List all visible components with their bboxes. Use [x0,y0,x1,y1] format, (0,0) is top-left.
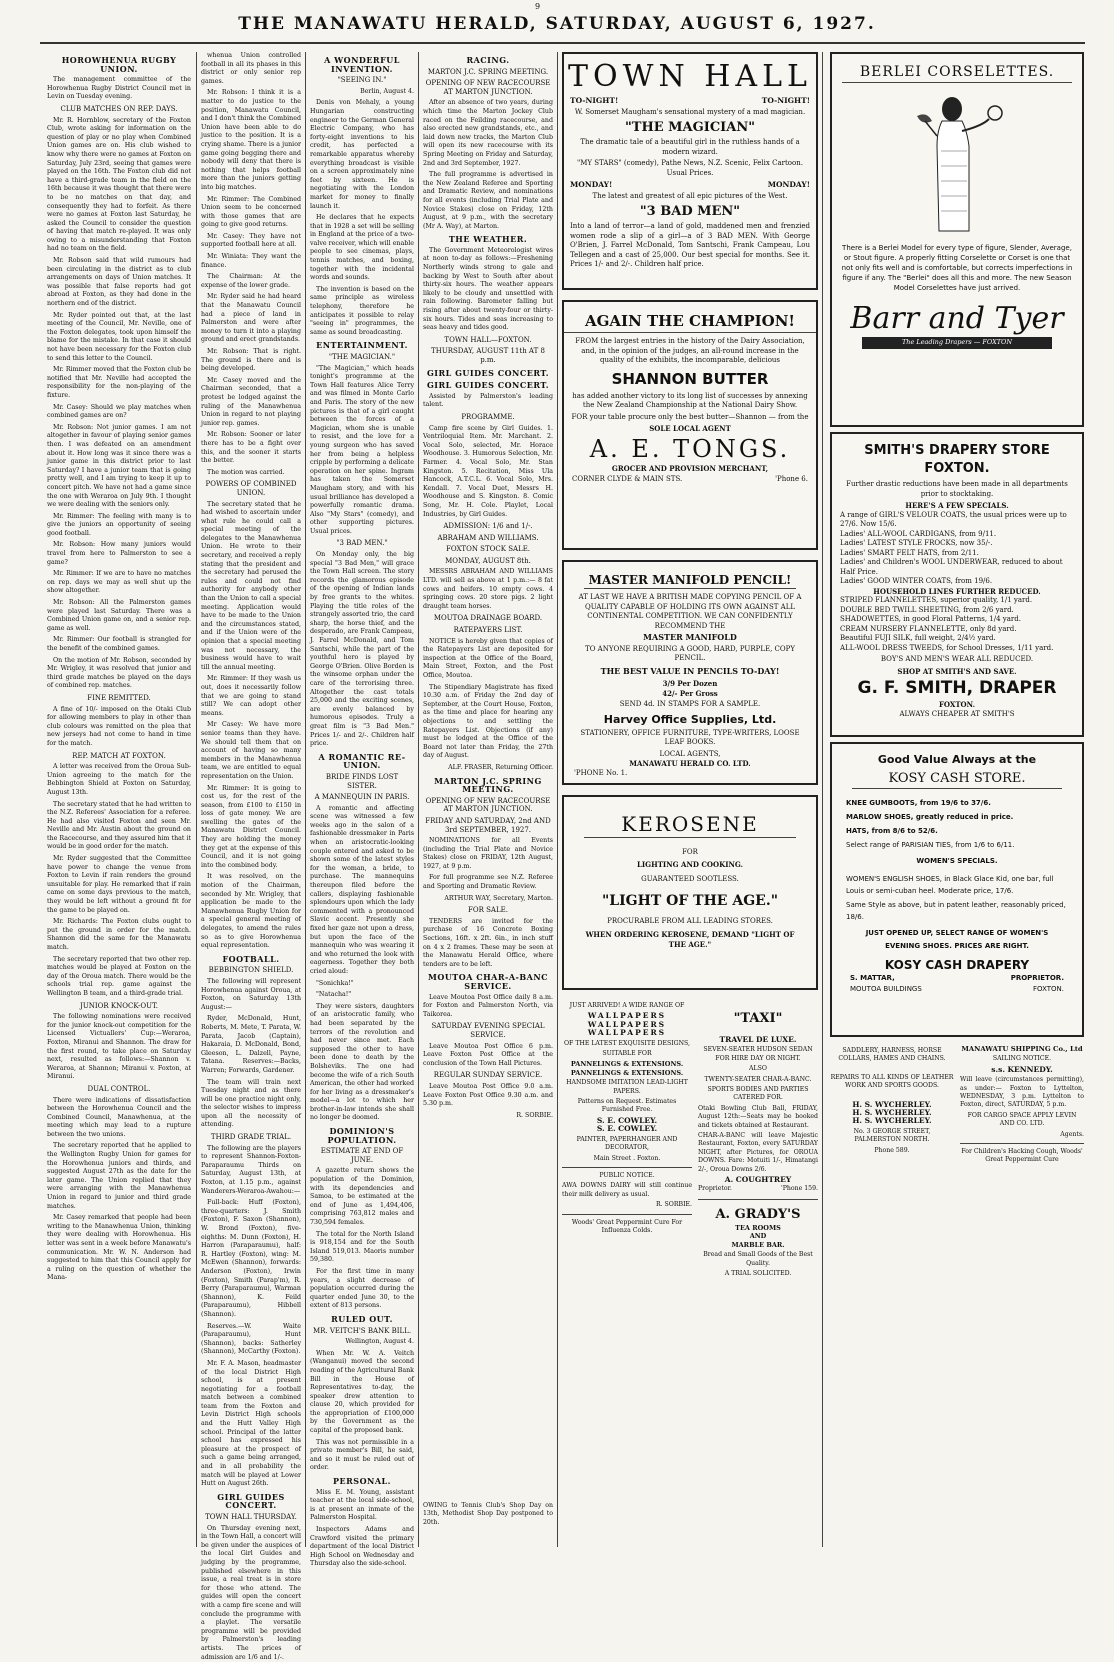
ad-text: SEVEN-SEATER HUDSON SEDAN FOR HIRE DAY OR NIGHT. [703,1046,813,1062]
subheading: REP. MATCH AT FOXTON. [72,751,166,760]
paragraph: The following are the players to represent Shannon-Foxton-Paraparaumu Thirds on Saturday, August 13th, at Foxton, at 1.15 p.m., against Wanderers-Weraroa-Awahou:— [201,1144,301,1195]
ad-text: There is a Berlei Model for every type of figure, Slender, Average, or Stout figure. A properly fitting Corselette or Corset is one that not only fits well and is comfortable, but corrects imperfections in figure if any. The "Berlei" does all this and more. The new Season Model Corselettes have just arrived. [841,244,1073,292]
paragraph: Mr. F. A. Mason, headmaster of the local District High school, is at present negotiating for a football match between a combined team from the Foxton and Levin District High schools and the Hutt Valley High school. Principal of the latter school has expressed his pleasure at the prospect of such a game being arranged, and in all probability the match will be played at Lower Hutt on August 26th. [201,1359,301,1488]
list-item: Ladies' LATEST STYLE FROCKS, now 35/-. [840,539,993,547]
paragraph: The team will train next Tuesday night and as there will be one practice night only, the selector wishes to impress upon all the necessity of attending. [201,1078,301,1129]
paragraph: "The Magician," which heads tonight's programme at the Town Hall features Alice Terry and was filmed in Monte Carlo and Paris. The story of the new pictures is that of a girl caught between the forces of a Magician, whom she is unable to resist, and the love for a young surgeon who has saved her from being a helpless cripple by performing a delicate operation on her spine. Ingram has taken the Somerset Maugham story, and with his usual brilliance has developed a powerfully romantic drama. Also "My Stars" (comedy), and other supporting pictures. Usual prices. [310,364,414,535]
paragraph: The total for the North Island is 918,154 and for the South Island 519,013. Maoris number 59,380. [310,1230,414,1264]
ad-kosy-cash-store [830,742,1084,1037]
paragraph: Mr. Casey moved and the Chairman seconded, that a protest be lodged against the ruling of the Manawhenua Union in regard to not playing junior rep. games. [201,376,301,427]
paragraph: The secretary reported that two other rep. matches would be played at Foxton on the day of the Oroua match. There would be the schools trial rep. game against the Wellington B team, and a third-grade trial. [47,955,191,997]
subheading: POWERS OF COMBINED UNION. [205,480,297,497]
column-news [310,52,415,1568]
ad-text: PUBLIC NOTICE. [599,1171,655,1179]
ad-text: SOLE LOCAL AGENT [649,424,731,433]
list-item: ALL-WOOL DRESS TWEEDS, for School Dresses, 1/11 yard. [840,643,1054,652]
ad-text: WOMEN'S ENGLISH SHOES, in Black Glace Kid, one bar, full Louis or semi-cuban heel. Moderate price, 17/6. [846,874,1054,895]
paragraph: The management committee of the Horowhenua Rugby District Council met in Levin on Tuesday evening. [47,76,191,101]
ad-wallpapers [562,1000,692,1470]
paragraph: Mr. Ryder pointed out that, at the last meeting of the Council, Mr. Neville, one of the Foxton delegates, took upon himself the blame for the mistake. In that case it should not have been necessary for the Foxton club to send this letter to the Council. [47,311,191,362]
ad-name: H. S. WYCHERLEY. [852,1116,932,1126]
ad-text: SHOP AT SMITH'S AND SAVE. [897,666,1017,676]
ad-text: "MY STARS" (comedy), Pathe News, N.Z. Scenic, Felix Cartoon. Usual Prices. [577,159,803,177]
paragraph: ALF. FRASER, Returning Officer. [448,763,553,771]
paragraph: Mr. Robson: I think it is a matter to do justice to the position, Manawatu Council, and I don't think the Combined Union have been able to do justice to the position. It is a crying shame. There is a junior game going begging there and nobody will deny that there is nothing that helps football more than the juniors getting into big matches. [201,89,301,191]
ad-text: AT LAST WE HAVE A BRITISH MADE COPYING PENCIL OF A QUALITY CAPABLE OF HOLDING ITS OWN AGAINST ALL CONTINENTAL COMPETITION. WE CAN CONFIDENTLY RECOMMEND THE [578,593,802,630]
ad-text: MARBLE BAR. [731,1240,785,1249]
subheading: MR. VEITCH'S BANK BILL. [312,1326,412,1335]
ad-text: CORNER CLYDE & MAIN STS. [572,475,683,483]
ad-text: GUARANTEED SOOTLESS. [641,875,739,883]
ad-product: SHANNON BUTTER [611,369,769,388]
paragraph: Ryder, McDonald, Hunt, Roberts, M. Mete, T. Parata, W. Parata, Jacob (Captain), Hakaraia, D. McDonald, Bond, Gleeson, L. Dalzell, Payne, Tatana. Reserves:—Backs, Warren; Forwards, Gardener. [201,1015,301,1074]
ad-name: S. E. COWLEY. [596,1115,658,1125]
paragraph: Mr. R. Hornblow, secretary of the Foxton Club, wrote asking for information on the question of play or no play when Combined Union games are on. His club wished to know why there were no games at Foxton on Saturday, July 23rd, seeing that games were played on the 16th. The Foxton club did not have a third-grade team in the field on the 16th because it was thought that there were to be no matches on that day, and consequently they had to forfeit. As there were no games at Foxton last Saturday, he asked the Council to consider the question of having that match re-played. It was only owing to a misunderstanding that Foxton had no team on the field. [47,116,191,253]
heading: DOMINION'S POPULATION. [327,1126,397,1145]
ad-text: MOUTOA BUILDINGS [850,985,922,993]
paragraph: whenua Union controlled football in all its phases in this district or only senior rep games. [201,52,301,85]
heading: A ROMANTIC RE-UNION. [318,751,406,771]
subheading: FRIDAY AND SATURDAY, 2nd AND 3rd SEPTEMBER, 1927. [425,816,551,834]
subheading: PROGRAMME. [461,412,515,421]
ad-text: Patterns on Request. Estimates Furnished Free. [577,1098,677,1114]
page-number: 9 [535,2,541,11]
paragraph: It was resolved, on the motion of the Chairman, seconded by Mr. Wrigley, that application be made to the Manawhenua Rugby Union for a special general meeting of delegates, to amend the rules so as to give Horowhenua equal representation. [201,873,301,950]
paragraph: The invention is based on the same principle as wireless telephony, therefore he anticipates it possible to relay "seeing in" programmes, the same as sound broadcasting. [310,285,414,336]
paragraph: A gazette return shows the population of the Dominion, with its dependencies and Samoa, to be estimated at the end of June as 1,494,406, comprising 763,812 males and 730,594 females. [310,1167,414,1226]
subheading: BEBBINGTON SHIELD. [208,966,294,975]
paragraph: When Mr. W. A. Veitch (Wanganui) moved the second reading of the Agricultural Bank Bill in the House of Representatives to-day, the speaker drew attention to clause 20, which provided for the appropriation of £100,000 by the Government as the capital of the proposed bank. [310,1349,414,1435]
ad-feature: "3 BAD MEN" [639,204,741,219]
paragraph: Mr. Rimmer: The feeling with many is to give the juniors an opportunity of seeing good football. [47,512,191,537]
heading: PERSONAL. [333,1476,391,1487]
ad-text: FOR your table procure only the best butter—Shannon — from the [571,412,809,421]
ad-text: BOY'S AND MEN'S WEAR ALL REDUCED. [880,655,1034,663]
ad-text: FOXTON. [1032,985,1064,993]
ad-text: Into a land of terror—a land of gold, maddened men and frenzied women rode a slip of a girl—a of 3 BAD MEN. With George O'Brien, J. Farrel McDonald, Tom Santschi, Frank Campeau, Lou Tellegen and a cast of 25,000. Our best special for months. See it. Prices 1/- and 2/-. Children half price. [570,222,810,268]
ad-text: TWENTY-SEATER CHAR-A-BANC. [704,1075,812,1083]
ad-text: EVENING SHOES. PRICES ARE RIGHT. [885,942,1029,950]
ad-title: SMITH'S DRAPERY STORE [864,443,1050,458]
paragraph: The secretary stated that he had written to the N.Z. Referees' Association for a referee. He had also visited Foxton and seen Mr. Neville and Mr. Austin about the ground on the Racecourse, and they assured him that it would be in good order for the match. [47,800,191,851]
article-rugby-union [47,52,191,1547]
ad-title: BERLEI CORSELETTES. [842,62,1072,83]
ad-title: MASTER MANIFOLD PENCIL! [584,572,796,589]
ad-title: A. GRADY'S [715,1206,801,1222]
ad-text: W. Somerset Maugham's sensational mystery of a mad magician. [574,107,806,116]
heading: HOROWHENUA RUGBY UNION. [61,55,177,74]
subheading: BRIDE FINDS LOST SISTER. [325,772,399,790]
paragraph: Mr. Casey remarked that people had been writing to the Manawhenua Union, thinking they were dealing with Horowhenua. His letter was sent in a week before Manawatu's communication. Mr. W. N. Anderson had suggested to him that this Council apply for a ruling on the question of whether the Mana- [47,1214,191,1282]
ad-text: WHEN ORDERING KEROSENE, DEMAND "LIGHT OF THE AGE." [585,930,795,949]
ad-title: TOWN HALL [568,59,812,94]
ad-title: KOSY CASH STORE. [852,770,1062,789]
paragraph: Mr. Ryder suggested that the Committee have power to change the venue from Foxton to Levin if rain renders the ground unsuitable for play. He remarked that if rain came on some days previous to the match, they would be left without a ground fit for the game to be played on. [47,855,191,914]
ad-text: FROM the largest entries in the history of the Dairy Association, and, in the opinion of the judges, an all-round increase in the quality of the exhibits, the incomparable, delicious [575,337,805,364]
paragraph: On Monday only, the big special "3 Bad Men," will grace the Town Hall screen. The story records the glamorous episode of the opening of Indian lands by free grants to the whites. Playing the title roles of the strangely assorted trio, the card sharp, the horse thief, and the desperado, are Frank Campeau, J. Farrel McDonald, and Tom Santschi, while the part of the youthful hero is played by George O'Brien. Olive Borden is the winsome orphan under the care of the terrorising three. Altogether the cast totals 25,000 and the exciting scenes, are evenly balanced by humorous episodes. Truly a great film is "3 Bad Men." Prices 1/- and 2/-. Children half price. [310,551,414,748]
ad-text: Proprietor. [698,1184,732,1192]
ad-text: SADDLERY, HARNESS, HORSE COLLARS, HAMES AND CHAINS. [838,1047,946,1063]
ad-text: has added another victory to its long list of successes by annexing the New Zealand Championship at the National Dairy Show. [572,391,808,409]
ad-text: Agents. [1060,1130,1084,1138]
ad-text: 'Phone 159. [781,1184,818,1192]
ad-text: 'Phone 6. [775,475,808,483]
ad-text: Otaki Bowling Club Ball, FRIDAY, August 12th:—Seats may be booked and tickets obtained at Restaurant. [698,1104,818,1129]
column-rule [305,52,306,1547]
paragraph: For full programme see N.Z. Referee and Sporting and Dramatic Review. [423,874,553,891]
heading: GIRL GUIDES CONCERT. [426,367,550,378]
ad-text: STATIONERY, OFFICE FURNITURE, TYPE-WRITERS, LOOSE LEAF BOOKS. [580,728,800,746]
paragraph: Mr. Robson: Not junior games. I am not altogether in favour of playing senior games then. I was defeated on an amendment about it. How long was it since there was a junior game in this district prior to last Saturday? I have a junior team that is going pretty well, and I am trying to keep it up to concert pitch. We have not had a game since the one with Weraroa on July 9th. I thought we were dealing with the seniors only. [47,423,191,509]
ad-text: SUITABLE FOR [602,1050,652,1058]
paragraph: There were indications of dissatisfaction between the Horowhenua Council and the Combined Council, Manawhenua, at the meeting which may lead to a rupture between the two unions. [47,1096,191,1138]
ad-title: KEROSENE [584,811,796,838]
paragraph: NOMINATIONS for all Events (including the Trial Plate and Novice Stakes) close on FRIDAY, 12th August, 1927, at 9 p.m. [423,837,553,870]
ad-text: MANAWATU HERALD CO. LTD. [629,759,751,768]
paragraph: He declares that he expects that in 1928 a set will be selling in England at the price of a two-valve receiver, which will enable people to see cinemas, plays, tennis matches, and boxing, together with the incidental words and sounds. [310,214,415,282]
barr-tyer-logo [842,301,1072,349]
subheading: OPENING OF NEW RACECOURSE AT MARTON JUNCTION. [425,796,551,814]
subheading: SATURDAY EVENING SPECIAL SERVICE. [431,1022,545,1039]
subheading: FOXTON STOCK SALE. [445,545,531,554]
column-racing-notices [423,52,553,1547]
paragraph: Mr. Casey: Should we play matches when combined games are on? [47,403,191,420]
ad-title: AGAIN THE CHAMPION! [564,310,816,333]
ad-text: S. MATTAR, [850,973,895,982]
subheading: ESTIMATE AT END OF JUNE. [320,1147,404,1164]
paragraph: ARTHUR WAY, Secretary, Marton. [444,894,553,902]
column-rule [822,52,823,1547]
masthead-rule [40,42,1085,44]
ad-text: PANNELINGS & EXTENSIONS. [570,1068,684,1077]
paragraph: The following nominations were received for the junior knock-out competition for the Licensed Victuallers' Cup:—Weraroa, Foxton, Miranui and Shannon. The draw for the first round, to take place on Saturday next, resulted as follows:—Shannon v. Weraroa, at Shannon; Miranui v. Foxton, at Miranui. [47,1013,191,1081]
column-rule [196,52,197,1547]
ad-text: FOR [682,848,698,856]
ad-product: MASTER MANIFOLD [643,632,737,642]
paragraph: A fine of 10/- imposed on the Otaki Club for allowing members to play in other than club colours was remitted on the plea that new jerseys had not come to hand in time for the match. [47,705,191,747]
ad-text: s.s. KENNEDY. [991,1064,1053,1074]
column-rule [557,52,558,1547]
subheading: TOWN HALL—FOXTON. [444,335,532,344]
ad-text: REPAIRS TO ALL KINDS OF LEATHER WORK AND SPORTS GOODS. [830,1073,954,1090]
paragraph: MESSRS ABRAHAM AND WILLIAMS LTD. will sell as above at 1 p.m.:— 8 fat cows and heifers. 10 empty cows. 4 springing cows. 20 store pigs. 2 light draught team horses. [423,568,553,610]
ad-shannon-butter [562,300,818,550]
ad-text: The dramatic tale of a beautiful girl in the ruthless hands of a modern wizard. [580,138,800,156]
paragraph: Mr. Rimmer: Our football is strangled for the benefit of the combined games. [47,636,191,652]
heading: RACING. [466,55,510,65]
ad-tag: TO-NIGHT! [761,96,810,105]
ad-text: HERE'S A FEW SPECIALS. [905,501,1009,510]
ad-tag: MONDAY! [570,180,613,189]
column-rule [418,52,419,1547]
ad-text: JUST OPENED UP, SELECT RANGE OF WOMEN'S [865,928,1049,937]
subheading: RATEPAYERS LIST. [453,626,523,635]
ad-text: A TRIAL SOLICITED. [724,1269,792,1277]
ad-text: OWING to Tennis Club's Shop Day on 13th, Methodist Shop Day postponed to 20th. [423,1502,553,1526]
ad-text: OF THE LATEST EXQUISITE DESIGNS, [563,1039,690,1047]
masthead-title: THE MANAWATU HERALD, SATURDAY, AUGUST 6, 1927. [238,14,876,34]
paragraph: Berlin, August 4. [360,87,414,95]
ad-town-hall [562,52,818,290]
paragraph: Mr. Winiata: They want the finance. [201,253,301,269]
paragraph: A romantic and affecting scene was witnessed a few weeks ago in the salon of a fashionable dressmaker in Paris when an aristocratic-looking couple entered and asked to be shown some of the latest styles for the woman, a bride, to purchase. The mannequins thereupon filed before the callers, displaying fashionable splendours upon which the lady commented with a pronounced Slavic accent. Presently she fixed her gaze not upon a dress, but upon the face of the mannequin who was wearing it and who returned the look with eagerness. Together they both cried aloud: [310,804,414,975]
subheading: MONDAY, AUGUST 8th. [445,556,531,565]
paragraph: After an absence of two years, during which time the Marton Jockey Club raced on the Feilding racecourse, and also erected new grandstands, etc., and laid down new tracks, the Marton Club will open its new racecourse with its Spring Meeting on Friday and Saturday, 2nd and 3rd September, 1927. [423,99,553,167]
ad-title: MANAWATU SHIPPING Co., Ltd [961,1045,1083,1053]
paragraph: For the first time in many years, a slight decrease of population occurred during the quarter ended June 30, to the extent of 813 persons. [310,1267,414,1310]
ad-tag: TO-NIGHT! [570,96,619,105]
ad-text: WALLPAPERS [587,1011,667,1021]
list-item: Beautiful FUJI SILK, full weight, 2/4½ yard. [840,634,996,642]
paragraph: Mr. Robson: That is right. The ground is there and is being developed. [201,348,301,373]
ad-berlei [830,52,1084,427]
ad-text: SAILING NOTICE. [992,1055,1052,1063]
paragraph: Wellington, August 4. [345,1338,414,1346]
ad-text: SEND 4d. IN STAMPS FOR A SAMPLE. [619,700,761,708]
ad-master-manifold [562,560,818,785]
paragraph: Mr. Rimmer: It is going to cost us, for the rest of the season, from £100 to £150 in loss of gate money. We are swelling the gates of the Manawatu District Council. They are holding the money they get at the expense of this Council, and it is not going into the combined body. [201,784,301,869]
ad-text: TEA ROOMS [735,1223,781,1232]
paragraph: Mr. Rimmer: The Combined Union seem to be concerned with those games that are going to give good returns. [201,195,301,229]
ad-text: TO ANYONE REQUIRING A GOOD, HARD, PURPLE, COPY PENCIL. [585,644,795,662]
subheading: A MANNEQUIN IN PARIS. [314,793,410,802]
ad-text: AWA DOWNS DAIRY will still continue their milk delivery as usual. [562,1182,692,1198]
heading: GIRL GUIDES CONCERT. [426,380,550,391]
ad-text: Main Street . Foxton. [593,1154,661,1162]
list-item: Ladies' and Children's WOOL UNDERWEAR, reduced to about Half Price. [840,558,1063,576]
paragraph: Leave Moutoa Post Office daily 8 a.m. for Foxton and Palmerston North, via Taikorea. [423,993,553,1018]
paragraph: Mr. Rimmer: If they wash us out, does it necessarily follow that we are going to stand still? We can adopt other means. [201,675,301,717]
ad-text: ALSO [749,1065,767,1073]
list-item: CREAM NURSERY FLANNELETTE, only 8d yard. [840,624,1017,633]
logo-subtitle: The Leading Drapers — FOXTON [862,337,1052,349]
paragraph: The secretary stated that he had wished to ascertain under what rule he could call a special meeting of the delegates to the Manawhenua Union. He wrote to their secretary, and received a reply stating that the president and the secretary had perused the rules and could not find authority for anybody other than the Union to call a special meeting. Application would have to be made to the Union and the circumstances stated, and if the Union were of the opinion that a special meeting was not necessary, the business would have to wait till the annual meeting. [201,500,301,671]
ad-text: ALWAYS CHEAPER AT SMITH'S [899,709,1015,718]
heading: MOUTOA CHAR-A-BANC SERVICE. [428,972,548,991]
paragraph: The following will represent Horowhenua against Oroua, at Foxton, on Saturday 13th August:— [201,977,301,1011]
paragraph: "Natacha!" [316,991,352,999]
paragraph: Inspectors Adams and Crawford visited the primary department of the local District High School on Wednesday and Thursday also the side-school. [310,1526,414,1568]
ad-text: HOUSEHOLD LINES FURTHER REDUCED. [873,586,1041,596]
ad-text: No. 3 GEORGE STREET, PALMERSTON NORTH. [853,1127,931,1144]
ad-title: FOXTON. [924,461,990,476]
subheading: THURSDAY, AUGUST 11th AT 8 p.m. [431,347,545,364]
paragraph: "Sonichka!" [316,979,354,987]
paragraph: Mr. Robson: All the Palmerston games were played last Saturday. There was a Combined Union game on, and a senior rep. game as well. [47,599,191,632]
ad-slogan: "LIGHT OF THE AGE." [601,892,779,909]
paragraph: Assisted by Palmerston's leading talent. [423,392,553,409]
ad-text: PROPRIETOR. [1010,973,1064,982]
ad-text: WALLPAPERS [587,1019,667,1029]
paragraph: Leave Moutoa Post Office 9.0 a.m. Leave Foxton Post Office 9.30 a.m. and 5.30 p.m. [423,1082,553,1108]
paragraph: A letter was received from the Oroua Sub-Union agreeing to the match for the Bebbington Shield at Foxton on Saturday, August 13th. [47,763,191,796]
paragraph: Mr. Rimmer moved that the Foxton club be notified that Mr. Neville had accepted the responsibility for the non-playing of the fixture. [47,366,191,399]
logo-text: Barr and Tyer [850,301,1064,336]
paragraph: Miss E. M. Young, assistant teacher at the local side-school, is at present an inmate of the Palmerston Hospital. [310,1488,414,1522]
ad-shipping [960,1045,1084,1475]
list-item: STRIPED FLANNELETTES, superior quality, 1/1 yard. [840,596,1033,604]
ad-text: Further drastic reductions have been made in all departments prior to stocktaking. [846,480,1068,498]
ad-firm: Harvey Office Supplies, Ltd. [603,712,777,726]
paragraph: NOTICE is hereby given that copies of the Ratepayers List are deposited for inspection at the Office of the Board, Main Street, Foxton, and the Post Office, Moutoa. [423,637,553,679]
subheading: JUNIOR KNOCK-OUT. [80,1001,158,1010]
ad-text: Woods' Great Peppermint Cure For Influenza Colds. [571,1218,683,1234]
paragraph: TENDERS are invited for the purchase of 16 Concrete Boxing Sections, 16ft. x 2ft. 6in., in inch stuff on 4 x 2 frames. These may be seen at the Manawatu Herald Office, where tenders are to be left. [423,917,553,968]
subheading: "SEEING IN." [337,76,387,85]
ad-text: FOXTON. [938,700,976,709]
subheading: DUAL CONTROL. [87,1084,151,1093]
subheading: FINE REMITTED. [87,693,151,702]
paragraph: The motion was carried. [207,468,285,476]
ad-text: MARLOW SHOES, greatly reduced in price. [846,813,1014,821]
ad-text: R. SORBIE. [655,1201,692,1209]
paragraph: Mr. Robson: How many juniors would travel from here to Palmerston to see a game? [47,541,191,566]
ad-saddlery [830,1045,954,1475]
ad-title: "TAXI" [733,1011,783,1026]
ad-text: Select range of PARISIAN TIES, from 1/6 to 6/11. [846,841,1015,849]
paragraph: Camp fire scene by Girl Guides. 1. Ventriloquial Item. Mr. Marchant. 2. Vocal Solo, selected, Mr. Horace Woodhouse. 3. Humorous Selection, Mr. Farmer. 4. Vocal Solo, Mr. Stan Kingston. 5. Recitation, Miss Ula Hancock, A.T.C.L. 6. Vocal Solo, Mrs. Kendall. 7. Vocal Duet, Messrs H. Woodhouse and S. Kingston. 8. Comic Song, Mr. H. Cole. Playlet, Local Industries, by Girl Guides. [423,424,553,518]
ad-text: SPORTS BODIES AND PARTIES CATERED FOR. [707,1086,809,1102]
ad-text: WOMEN'S SPECIALS. [916,857,998,865]
ad-price: 3/9 Per Dozen [662,679,718,688]
ad-text: HATS, from 8/6 to 52/6. [846,827,938,835]
subheading: CLUB MATCHES ON REP. DAYS. [60,104,178,113]
heading: MARTON J.C. SPRING MEETING. [434,775,542,795]
paragraph: Mr. Robson: Sooner or later there has to be a fight over this, and the sooner it starts the better. [201,431,301,465]
paragraph: R. SORBIE. [516,1111,553,1119]
ad-text: THE BEST VALUE IN PENCILS TO-DAY! [600,665,780,676]
ad-name: A. E. TONGS. [589,434,791,463]
subheading: MARTON J.C. SPRING MEETING. [427,67,549,76]
ad-name: H. S. WYCHERLEY. [852,1099,932,1109]
paragraph: Mr. Rimmer: If we are to have no matches on rep. days we may as well shut up the show altogether. [47,570,191,595]
ad-price: 42/- Per Gross [662,688,718,698]
ad-taxi [698,1000,818,1470]
subheading: "THE MAGICIAN." [328,353,396,361]
heading: GIRL GUIDES CONCERT. [217,1491,285,1511]
ad-tag: MONDAY! [767,180,810,189]
subheading: ADMISSION: 1/6 and 1/-. [443,522,533,531]
subheading: THIRD GRADE TRIAL. [210,1133,292,1142]
ad-text: The latest and greatest of all epic pictures of the West. [592,191,788,200]
heading: FOOTBALL. [222,953,280,964]
ad-text: Same Style as above, but in patent leather, reasonably priced, 18/6. [846,900,1066,921]
paragraph: Mr. Robson said that wild rumours had been circulating in the district as to club arrangements on days of Union matches. It was possible that false reports had got abroad at Foxton, as they had done in the northern end of the district. [47,257,191,308]
ad-feature: "THE MAGICIAN" [625,120,755,135]
heading: A WONDERFUL INVENTION. [324,55,400,74]
article-rugby-continued [201,52,301,1661]
ad-title: Good Value Always at the [877,753,1037,766]
ad-smiths-drapery [830,432,1084,737]
ad-text: KNEE GUMBOOTS, from 19/6 to 37/6. [846,799,991,807]
paragraph: The Chairman: At the expense of the lower grade. [201,273,301,289]
paragraph: The full programme is advertised in the New Zealand Referee and Sporting and Dramatic Review, and nominations for all events (including Trial Plate and Novice Stakes) close on Friday, 12th August, at 9 p.m., with the secretary (Mr A. Way), at Marton. [423,171,553,230]
ad-text: PAINTER, PAPERHANGER AND DECORATOR, [576,1135,678,1152]
ad-name: S. E. COWLEY. [596,1124,658,1134]
list-item: Ladies' GOOD WINTER COATS, from 19/6. [840,577,993,585]
ad-text: FOR CARGO SPACE APPLY LEVIN AND CO. LTD. [967,1111,1077,1128]
list-item: SHADOWETTES, in good Floral Patterns, 1/4 yard. [840,615,1021,623]
ad-text: Bread and Small Goods of the Best Quality. [703,1251,813,1267]
paragraph: On Thursday evening next, in the Town Hall, a concert will be given under the auspices of the local Girl Guides and judging by the programme, published elsewhere in this issue, a real treat is in store for those who attend. The guides will open the concert with a camp fire scene and will conclude the programme with a playlet. The versatile programme will be provided by Palmerston's leading artists. The prices of admission are 1/6 and 1/-. [201,1524,301,1661]
ad-name: H. S. WYCHERLEY. [852,1108,932,1118]
paragraph: Mr Casey: We have more senior teams than they have. We should tell them that on account of having so many members in the Manawhenua team, we are entitled to equal representation on the Union. [201,721,301,780]
paragraph: Denis von Mehaly, a young Hungarian constructing engineer to the German General Electric Company, who has forty-eight inventions to his credit, has perfected a remarkable apparatus whereby everything broadcast is visible on a screen approximately nine feet by sixteen. He is negotiating with the London market for money to finally launch it. [310,99,414,210]
subheading: FOR SALE. [468,906,508,915]
notice-owing [423,1500,553,1540]
subheading: OPENING OF NEW RACECOURSE AT MARTON JUNCTION. [425,79,551,96]
paragraph: The Stipendiary Magistrate has fixed 10.30 a.m. of Friday the 2nd day of September, at the Court House, Foxton, as the time and place for hearing any objections to and settling the Ratepayers List. Objections (if any) must be lodged at the Office of the Board not later than Friday, the 27th day of August. [423,683,553,760]
ad-text: PANNELINGS & EXTENSIONS. [570,1060,684,1069]
list-item: DOUBLE BED TWILL SHEETING, from 2/6 yard. [840,605,1014,614]
subheading: TOWN HALL THURSDAY. [205,1513,297,1521]
ad-text: LIGHTING AND COOKING. [636,859,744,869]
ad-text: Phone 589. [874,1146,910,1154]
ad-text: HANDSOME IMITATION LEAD-LIGHT PAPERS. [566,1079,688,1095]
subheading: ABRAHAM AND WILLIAMS. [437,533,539,542]
paragraph: Full-back: Huff (Foxton), three-quarters: J. Smith (Foxton), F. Saxon (Shannon), W. Brond (Foxton), five-eighths: M. Dunn (Foxton), H. Harron (Paraparaumu), half: R. Hartley (Foxton), wing: M. McEwen (Shannon), forwards: Anderson (Foxton), Irwin (Foxton), Smith (Parap'm), R. Berry (Paraparaumu), Warman (Shannon), K. Feild (Paraparaumu), Hibbell (Shannon). [201,1199,301,1318]
ad-name: G. F. SMITH, DRAPER [857,678,1057,698]
list-item: Ladies' ALL-WOOL CARDIGANS, from 9/11. [840,529,997,538]
ad-text: JUST ARRIVED! A WIDE RANGE OF [569,1002,685,1009]
ad-text: CHAR-A-BANC will leave Majestic Restaurant, Foxton, every SATURDAY NIGHT, after Pictures, for OROUA DOWNS. Fare: Motuiti 1/-, Himatangi 2/-, Oroua Downs 2/6. [698,1132,818,1173]
subheading: REGULAR SUNDAY SERVICE. [433,1071,543,1080]
ad-text: GROCER AND PROVISION MERCHANT, [611,463,769,473]
heading: RULED OUT. [331,1313,393,1324]
paragraph: Mr. Richards: The Foxton clubs ought to put the ground in order for the match. Shannon did the same for the Manawatu match. [47,918,191,951]
ad-text: WALLPAPERS [587,1028,667,1038]
heading: THE WEATHER. [448,234,528,245]
paragraph: Mr. Casey: They have not supported football here at all. [201,232,301,249]
ad-text: AND [749,1232,767,1241]
ad-text: LOCAL AGENTS, [659,749,721,758]
paragraph: They were sisters, daughters of an aristocratic family, who had been separated by the terrors of the revolution and had never since met. Each supposed the other to have been done to death by the Bolsheviks. The one had become the wife of a rich South American, the other had worked for her living as a dressmaker's model—a lot to which her brother-in-law intends she shall no longer be doomed. [310,1002,414,1122]
subheading: MOUTOA DRAINAGE BOARD. [433,614,543,623]
ad-text: 'PHONE No. 1. [574,768,628,777]
ad-text: TRAVEL DE LUXE. [719,1035,797,1044]
paragraph: The Government Meteorologist wires at noon to-day as follows:—Freshening Northerly winds strong to gale and backing by West to South after about thirty-six hours. The weather appears likely to be cloudy and unsettled with rain following. Barometer falling but rising after about twenty-four or thirty-six hours. Tides and seas increasing to seas heavy and tides good. [423,246,553,332]
paragraph: Reserves.—W. Waite (Paraparaumu), Hunt (Shannon), backs: Satherley (Shannon), McCarthy (Foxton). [201,1322,301,1356]
paragraph: The secretary reported that he applied to the Wellington Rugby Union for games for the Horowhenua juniors and thirds, and suggested August 27th as the date for the later game. The Union replied that they were arranging with the Manawhenua Union in regard to junior and third grade matches. [47,1142,191,1210]
paragraph: Mr. Ryder said he had heard that the Manawatu Council had a piece of land in Palmerston and were after money to turn it into a playing ground and erect grandstands. [201,293,301,344]
ad-name: A. COUGHTREY [724,1175,792,1185]
list-item: A range of GIRL'S VELOUR COATS, the usual prices were up to 27/6. Now 15/6. [840,510,1067,528]
list-item: Ladies' SMART FELT HATS, from 2/11. [840,548,979,557]
paragraph: This was not permissible in a private member's Bill, he said, and so it must be ruled out of order. [310,1438,414,1472]
subheading: "3 BAD MEN." [336,539,388,548]
corselette-illustration [897,91,1017,241]
ad-text: For Children's Hacking Cough, Woods' Great Peppermint Cure [961,1148,1083,1164]
heading: ENTERTAINMENT. [316,340,408,351]
paragraph: Leave Moutoa Post Office 6 p.m. Leave Foxton Post Office at the conclusion of the Town Hall Pictures. [423,1042,553,1067]
ad-text: Will leave (circumstances permitting), as under:— Foxton to Lyttelton, WEDNESDAY, 3 p.m. Lyttelton to Foxton, direct, SATURDAY, 5 p.m. [960,1076,1084,1109]
ad-kerosene [562,795,818,990]
ad-text: PROCURABLE FROM ALL LEADING STORES. [607,916,773,925]
paragraph: On the motion of Mr. Robson, seconded by Mr. Wrigley, it was resolved that junior and third grade matches be played on the days of combined rep. matches. [47,656,191,690]
ad-name: KOSY CASH DRAPERY [884,957,1030,972]
